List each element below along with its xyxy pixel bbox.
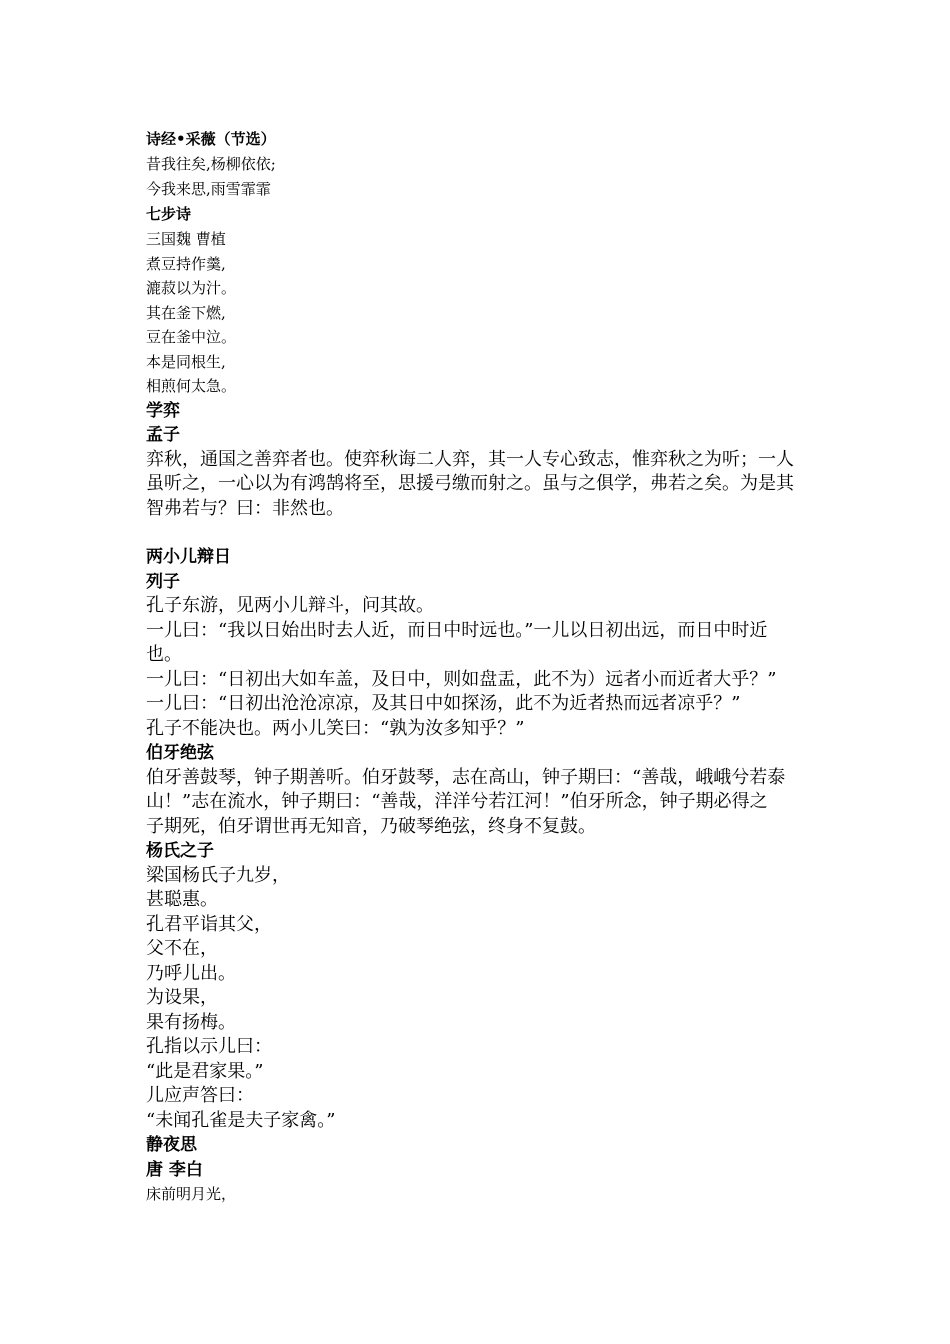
poem-title-caiwei: 诗经•采薇（节选） bbox=[146, 130, 276, 148]
prose-line: 孔君平诣其父， bbox=[146, 913, 272, 935]
poem-line: 本是同根生, bbox=[146, 352, 226, 371]
poem-title-qibu: 七步诗 bbox=[146, 205, 192, 223]
section-title-liangxiaoer: 两小儿辩日 bbox=[146, 547, 231, 567]
prose-line: 孔子东游，见两小儿辩斗，问其故。 bbox=[146, 595, 434, 616]
blank-line bbox=[146, 521, 816, 545]
prose-line: 父不在， bbox=[146, 938, 218, 959]
section-author: 列子 bbox=[146, 571, 180, 592]
prose-line: 梁国杨氏子九岁， bbox=[146, 864, 290, 886]
prose-line: 甚聪惠。 bbox=[146, 889, 218, 910]
poem-line: 其在釜下燃, bbox=[146, 303, 226, 322]
poem-line: 今我来思,雨雪霏霏 bbox=[146, 179, 271, 198]
prose-line: 一儿曰：“日初出大如车盖，及日中，则如盘盂，此不为）远者小而近者大乎？” bbox=[146, 668, 777, 690]
prose-line: 伯牙善鼓琴，钟子期善听。伯牙鼓琴，志在高山，钟子期曰：“善哉，峨峨兮若泰 bbox=[146, 766, 786, 788]
prose-line: 弈秋，通国之善弈者也。使弈秋诲二人弈，其一人专心致志，惟弈秋之为听；一人 bbox=[146, 448, 794, 470]
section-author: 唐 李白 bbox=[146, 1159, 203, 1180]
poem-line: 相煎何太急。 bbox=[146, 377, 237, 395]
poem-line: 昔我往矣,杨柳依依; bbox=[146, 155, 276, 173]
prose-line: 果有扬梅。 bbox=[146, 1011, 236, 1033]
poem-line: 漉菽以为汁。 bbox=[146, 279, 237, 297]
prose-line: 子期死，伯牙谓世再无知音，乃破琴绝弦，终身不复鼓。 bbox=[146, 815, 596, 837]
prose-line: 儿应声答曰： bbox=[146, 1085, 254, 1106]
poem-line: 豆在釜中泣。 bbox=[146, 328, 237, 346]
section-title-jingyesi: 静夜思 bbox=[146, 1135, 197, 1155]
section-title-boya: 伯牙绝弦 bbox=[146, 743, 214, 763]
section-title-xueyi: 学弈 bbox=[146, 400, 180, 421]
prose-line: 也。 bbox=[146, 644, 182, 665]
prose-line: 智弗若与？曰：非然也。 bbox=[146, 497, 344, 519]
prose-line: 虽听之，一心以为有鸿鹄将至，思援弓缴而射之。虽与之俱学，弗若之矣。为是其 bbox=[146, 473, 794, 494]
prose-line: 一儿曰：“我以日始出时去人近，而日中时远也。”一儿以日初出远，而日中时近 bbox=[146, 619, 768, 641]
poem-line: 煮豆持作羹, bbox=[146, 254, 226, 273]
prose-line: 为设果， bbox=[146, 987, 218, 1008]
poem-author: 三国魏 曹植 bbox=[146, 230, 226, 248]
prose-line: 孔指以示儿曰： bbox=[146, 1036, 272, 1057]
prose-line: “此是君家果。” bbox=[146, 1060, 264, 1082]
prose-line: “未闻孔雀是夫子家禽。” bbox=[146, 1109, 336, 1131]
prose-line: 山！”志在流水，钟子期曰：“善哉，洋洋兮若江河！”伯牙所念，钟子期必得之 bbox=[146, 791, 768, 812]
prose-line: 一儿曰：“日初出沧沧凉凉，及其日中如探汤，此不为近者热而远者凉乎？” bbox=[146, 693, 741, 714]
document-page bbox=[146, 126, 816, 1207]
prose-line: 孔子不能决也。两小儿笑曰：“孰为汝多知乎？” bbox=[146, 717, 525, 739]
prose-line: 乃呼儿出。 bbox=[146, 962, 236, 984]
section-author: 孟子 bbox=[146, 425, 180, 445]
poem-line: 床前明月光， bbox=[146, 1185, 237, 1203]
section-title-yangshi: 杨氏之子 bbox=[146, 841, 214, 861]
